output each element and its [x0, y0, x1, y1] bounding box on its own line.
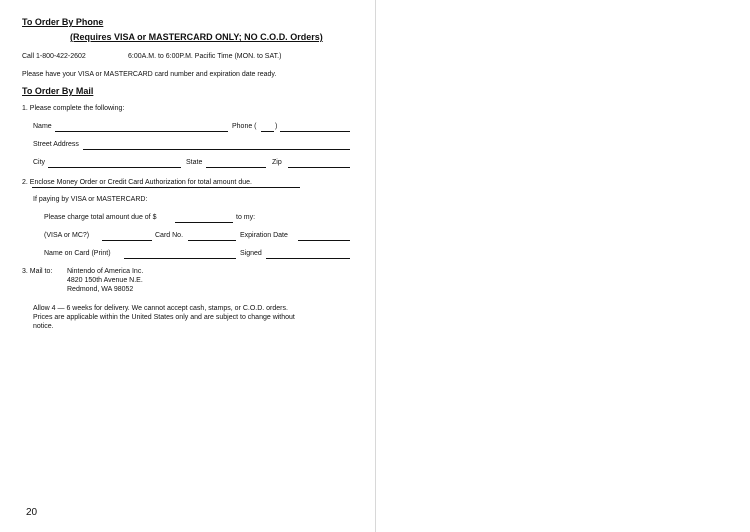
name-label: Name: [33, 123, 52, 130]
visa-mc-label: (VISA or MC?): [44, 232, 90, 239]
charge-amount-field-line[interactable]: [175, 222, 233, 223]
mail-order-heading: To Order By Mail: [22, 86, 94, 96]
name-on-card-label: Name on Card (Print): [44, 250, 111, 257]
card-type-field-line[interactable]: [102, 240, 152, 241]
to-my-label: to my:: [236, 214, 256, 221]
street-address-field-line[interactable]: [83, 149, 350, 150]
name-on-card-field-line[interactable]: [124, 258, 236, 259]
zip-field-line[interactable]: [288, 167, 350, 168]
address-line-3: Redmond, WA 98052: [67, 286, 134, 293]
city-field-line[interactable]: [48, 167, 181, 168]
street-address-label: Street Address: [33, 141, 79, 148]
phone-order-requirement: (Requires VISA or MASTERCARD ONLY; NO C.O.D. Orders): [70, 32, 323, 42]
expiration-label: Expiration Date: [240, 232, 288, 239]
address-line-2: 4820 150th Avenue N.E.: [67, 277, 143, 284]
state-field-line[interactable]: [206, 167, 266, 168]
city-label: City: [33, 159, 46, 166]
address-line-1: Nintendo of America Inc.: [67, 268, 144, 275]
right-page: [376, 0, 750, 532]
mail-step-2-underline: [32, 187, 300, 188]
footer-notice-line-1: Allow 4 — 6 weeks for delivery. We cannot accept cash, stamps, or C.O.D. orders.: [33, 305, 288, 312]
mail-step-2: 2. Enclose Money Order or Credit Card Authorization for total amount due.: [22, 179, 252, 186]
card-number-field-line[interactable]: [188, 240, 236, 241]
footer-notice-line-3: notice.: [33, 323, 54, 330]
name-field-line[interactable]: [55, 131, 228, 132]
phone-field-line[interactable]: [280, 131, 350, 132]
charge-label: Please charge total amount due of $: [44, 214, 157, 221]
phone-paren-close: ): [275, 123, 278, 130]
mail-step-3: 3. Mail to:: [22, 268, 53, 275]
signed-label: Signed: [240, 250, 262, 257]
expiration-field-line[interactable]: [298, 240, 350, 241]
page-number: 20: [26, 507, 38, 518]
area-code-field-line[interactable]: [261, 131, 274, 132]
footer-notice-line-2: Prices are applicable within the United States only and are subject to change without: [33, 314, 295, 321]
phone-number-text: Call 1-800-422-2602: [22, 53, 86, 60]
zip-label: Zip: [272, 159, 282, 166]
if-paying-text: If paying by VISA or MASTERCARD:: [33, 196, 148, 203]
signature-field-line[interactable]: [266, 258, 350, 259]
mail-step-1: 1. Please complete the following:: [22, 105, 125, 112]
phone-hours-text: 6:00A.M. to 6:00P.M. Pacific Time (MON. to SAT.): [128, 53, 282, 60]
card-number-label: Card No.: [155, 232, 184, 239]
phone-label: Phone (: [232, 123, 257, 130]
phone-note-text: Please have your VISA or MASTERCARD card number and expiration date ready.: [22, 71, 277, 78]
phone-order-heading: To Order By Phone: [22, 17, 104, 27]
state-label: State: [186, 159, 203, 166]
